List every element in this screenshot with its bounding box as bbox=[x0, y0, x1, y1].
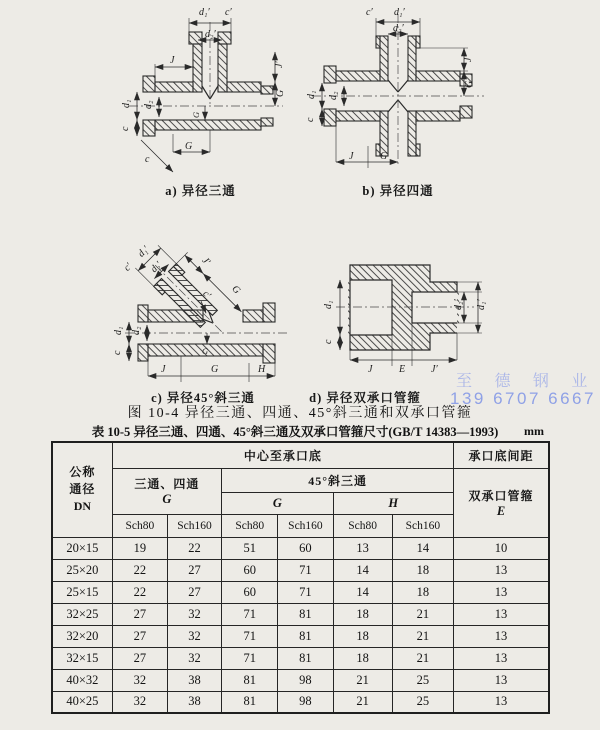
value-cell: 21 bbox=[392, 647, 453, 669]
dn-cell: 40×32 bbox=[52, 669, 112, 691]
dimension-table bbox=[51, 441, 550, 714]
header-tee-cross-label: 三通、四通 bbox=[134, 477, 200, 491]
value-cell: 98 bbox=[278, 669, 333, 691]
figure-d-coupling-drawing bbox=[312, 250, 487, 378]
header-sch160: Sch160 bbox=[278, 514, 333, 537]
dimension-lines bbox=[322, 18, 468, 168]
dim-label: d₁ bbox=[113, 326, 124, 335]
dim-label: G bbox=[202, 346, 209, 356]
table-row bbox=[52, 603, 549, 625]
value-cell: 81 bbox=[278, 603, 333, 625]
dim-label: J bbox=[368, 364, 373, 375]
dim-label: d₁′ bbox=[199, 7, 210, 18]
dim-label: d₂ bbox=[131, 326, 142, 335]
header-dn-line1: 公称 bbox=[69, 464, 96, 479]
dim-label: d₂′ bbox=[205, 29, 216, 40]
dim-label: d₁ bbox=[306, 90, 317, 99]
value-cell: 60 bbox=[278, 537, 333, 559]
table-row bbox=[52, 669, 549, 691]
figure-b-reducing-cross-drawing bbox=[298, 4, 498, 172]
value-cell: 19 bbox=[112, 537, 167, 559]
dim-label: c bbox=[145, 154, 150, 165]
value-cell: 71 bbox=[222, 625, 278, 647]
value-cell: 98 bbox=[278, 691, 333, 713]
value-cell: 32 bbox=[112, 669, 167, 691]
figure-b-caption: b) 异径四通 bbox=[362, 184, 434, 198]
watermark-phone: 139 6707 6667 bbox=[450, 389, 596, 408]
dim-label: c′ bbox=[366, 7, 373, 18]
figure-title: 图 10-4 异径三通、四通、45°斜三通和双承口管箍 bbox=[127, 406, 473, 421]
value-cell: 13 bbox=[333, 537, 392, 559]
tee-section bbox=[143, 32, 273, 136]
value-cell: 38 bbox=[167, 691, 221, 713]
value-cell: 27 bbox=[112, 625, 167, 647]
header-tee-cross-symbol: G bbox=[162, 492, 172, 506]
table-row bbox=[52, 691, 549, 713]
table-header bbox=[52, 442, 549, 537]
dim-label: J′ bbox=[274, 61, 285, 68]
value-cell: 71 bbox=[278, 581, 333, 603]
dn-cell: 25×15 bbox=[52, 581, 112, 603]
table-row bbox=[52, 537, 549, 559]
value-cell: 13 bbox=[454, 559, 549, 581]
value-cell: 27 bbox=[167, 581, 221, 603]
value-cell: 25 bbox=[392, 669, 453, 691]
figure-c-lateral-tee-drawing bbox=[103, 213, 298, 385]
dn-cell: 20×15 bbox=[52, 537, 112, 559]
dim-label: d₂′ bbox=[148, 259, 165, 276]
dn-cell: 40×25 bbox=[52, 691, 112, 713]
value-cell: 81 bbox=[222, 691, 278, 713]
header-sch160: Sch160 bbox=[392, 514, 453, 537]
header-lateral-tee: 45°斜三通 bbox=[222, 468, 454, 492]
coupling-section bbox=[348, 265, 459, 350]
dim-label: G bbox=[380, 151, 388, 162]
watermark-company: 至 德 钢 业 bbox=[456, 373, 597, 390]
value-cell: 38 bbox=[167, 669, 221, 691]
value-cell: 60 bbox=[222, 559, 278, 581]
header-sch80: Sch80 bbox=[222, 514, 278, 537]
value-cell: 22 bbox=[167, 537, 221, 559]
header-tee-cross bbox=[112, 468, 221, 514]
dn-cell: 32×25 bbox=[52, 603, 112, 625]
right-bore-outline bbox=[412, 292, 457, 323]
dim-label: c bbox=[112, 350, 123, 355]
dim-label: d₂′ bbox=[393, 23, 404, 34]
dim-label: H bbox=[258, 364, 266, 375]
dim-label: d₂ bbox=[328, 91, 339, 100]
left-bore-outline bbox=[350, 280, 392, 335]
dim-label: c′ bbox=[225, 7, 232, 18]
table-row bbox=[52, 581, 549, 603]
dn-cell: 25×20 bbox=[52, 559, 112, 581]
value-cell: 14 bbox=[392, 537, 453, 559]
table-caption: 表 10-5 异径三通、四通、45°斜三通及双承口管箍尺寸(GB/T 14383—1993) bbox=[91, 425, 499, 439]
header-lateral-g: G bbox=[222, 492, 333, 514]
value-cell: 81 bbox=[278, 647, 333, 669]
value-cell: 22 bbox=[112, 559, 167, 581]
header-double-socket-symbol: E bbox=[496, 503, 506, 518]
value-cell: 81 bbox=[278, 625, 333, 647]
header-dn bbox=[52, 442, 112, 537]
dim-label: J bbox=[170, 55, 175, 66]
figure-c-caption: c) 异径45°斜三通 bbox=[151, 391, 255, 405]
center-lines bbox=[312, 14, 484, 166]
dim-label: E bbox=[399, 364, 406, 375]
dim-label: G bbox=[185, 141, 193, 152]
value-cell: 13 bbox=[454, 647, 549, 669]
value-cell: 21 bbox=[392, 625, 453, 647]
header-sch80: Sch80 bbox=[112, 514, 167, 537]
dim-label: G bbox=[275, 89, 286, 97]
value-cell: 71 bbox=[222, 647, 278, 669]
dim-label: J bbox=[161, 364, 166, 375]
dim-label: d₂′ bbox=[453, 299, 464, 310]
dim-label: d₁ bbox=[121, 99, 132, 108]
header-socket-distance: 承口底间距 bbox=[454, 442, 549, 468]
dim-label: d₁ bbox=[323, 300, 334, 309]
dim-label: d₁′ bbox=[136, 244, 152, 260]
dim-label: J′ bbox=[431, 364, 438, 375]
value-cell: 25 bbox=[392, 691, 453, 713]
dn-cell: 32×15 bbox=[52, 647, 112, 669]
value-cell: 32 bbox=[167, 625, 221, 647]
value-cell: 81 bbox=[222, 669, 278, 691]
value-cell: 13 bbox=[454, 603, 549, 625]
value-cell: 13 bbox=[454, 669, 549, 691]
value-cell: 71 bbox=[222, 603, 278, 625]
dim-label: J′ bbox=[463, 55, 474, 62]
header-sch160: Sch160 bbox=[167, 514, 221, 537]
table-row bbox=[52, 647, 549, 669]
value-cell: 27 bbox=[167, 559, 221, 581]
table-unit: mm bbox=[524, 424, 544, 438]
value-cell: 14 bbox=[333, 581, 392, 603]
header-double-socket bbox=[454, 468, 549, 537]
dim-label: d₁′ bbox=[394, 7, 405, 18]
figure-a-caption: a) 异径三通 bbox=[165, 184, 236, 198]
header-double-socket-label: 双承口管箍 bbox=[468, 488, 534, 503]
dim-label: J′ bbox=[199, 255, 213, 268]
value-cell: 21 bbox=[333, 669, 392, 691]
value-cell: 10 bbox=[454, 537, 549, 559]
dim-label: d₂ bbox=[143, 100, 154, 109]
table-row bbox=[52, 625, 549, 647]
value-cell: 32 bbox=[167, 647, 221, 669]
value-cell: 18 bbox=[333, 625, 392, 647]
table-row bbox=[52, 559, 549, 581]
value-cell: 13 bbox=[454, 581, 549, 603]
value-cell: 22 bbox=[112, 581, 167, 603]
value-cell: 18 bbox=[392, 559, 453, 581]
dimension-lines bbox=[137, 18, 275, 172]
value-cell: 18 bbox=[333, 603, 392, 625]
figure-a-reducing-tee-drawing bbox=[113, 4, 288, 178]
dim-label: c′ bbox=[121, 261, 135, 274]
table-body bbox=[52, 537, 549, 713]
dim-label: G bbox=[464, 80, 475, 88]
value-cell: 13 bbox=[454, 691, 549, 713]
header-center-to-socket: 中心至承口底 bbox=[112, 442, 453, 468]
dim-label: c bbox=[323, 339, 334, 344]
dim-label: c′ bbox=[200, 288, 213, 301]
dim-label: J bbox=[349, 151, 354, 162]
header-sch80: Sch80 bbox=[333, 514, 392, 537]
dim-label: G bbox=[229, 283, 243, 297]
value-cell: 51 bbox=[222, 537, 278, 559]
header-dn-line2: 通径 bbox=[69, 482, 96, 497]
value-cell: 32 bbox=[112, 691, 167, 713]
value-cell: 71 bbox=[278, 559, 333, 581]
value-cell: 60 bbox=[222, 581, 278, 603]
figure-d-caption: d) 异径双承口管箍 bbox=[309, 391, 421, 405]
value-cell: 21 bbox=[392, 603, 453, 625]
value-cell: 18 bbox=[333, 647, 392, 669]
dim-label: c bbox=[120, 126, 131, 131]
dim-label: G bbox=[211, 364, 219, 375]
dn-cell: 32×20 bbox=[52, 625, 112, 647]
value-cell: 21 bbox=[333, 691, 392, 713]
dim-label: G bbox=[191, 111, 201, 118]
value-cell: 27 bbox=[112, 603, 167, 625]
dim-label: d₁′ bbox=[476, 299, 487, 310]
value-cell: 18 bbox=[392, 581, 453, 603]
value-cell: 27 bbox=[112, 647, 167, 669]
value-cell: 32 bbox=[167, 603, 221, 625]
header-lateral-h: H bbox=[333, 492, 454, 514]
value-cell: 13 bbox=[454, 625, 549, 647]
dim-label: c bbox=[305, 117, 316, 122]
value-cell: 14 bbox=[333, 559, 392, 581]
header-dn-line3: DN bbox=[73, 499, 92, 514]
